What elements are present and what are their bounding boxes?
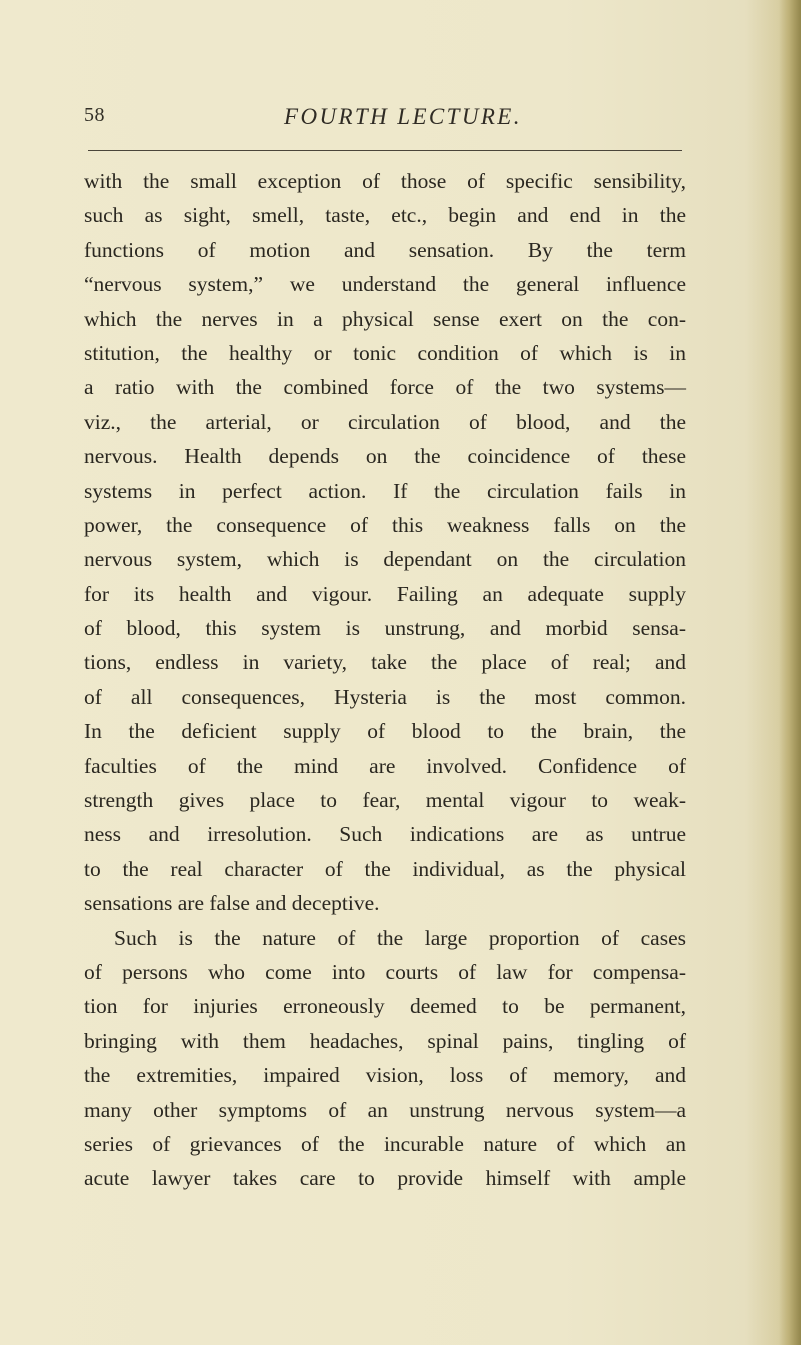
text-line: many other symptoms of an unstrung nervous system—a (84, 1097, 686, 1122)
text-line: tion for injuries erroneously deemed to be permanent, (84, 994, 686, 1019)
text-line: strength gives place to fear, mental vigour to weak- (84, 788, 686, 813)
text-line: power, the consequence of this weakness falls on the (84, 512, 686, 537)
text-line: for its health and vigour. Failing an adequate supply (84, 581, 686, 606)
text-line: functions of motion and sensation. By the term (84, 237, 686, 262)
text-line: faculties of the mind are involved. Confidence of (84, 753, 686, 778)
paragraph-first-line: Such is the nature of the large proportion of cases (114, 925, 686, 950)
lecture-title: FOURTH LECTURE. (284, 104, 522, 129)
body-text (84, 164, 686, 1196)
text-line: bringing with them headaches, spinal pains, tingling of (84, 1028, 686, 1053)
text-line: viz., the arterial, or circulation of blood, and the (84, 409, 686, 434)
text-line: In the deficient supply of blood to the brain, the (84, 719, 686, 744)
text-line: with the small exception of those of specific sensibility, (84, 169, 686, 193)
running-head (84, 104, 694, 138)
text-line: such as sight, smell, taste, etc., begin and end in the (84, 203, 686, 228)
text-line: a ratio with the combined force of the two systems— (84, 375, 686, 400)
text-line: the extremities, impaired vision, loss of memory, and (84, 1063, 686, 1088)
paragraph-end-line: sensations are false and deceptive. (84, 891, 380, 916)
text-line: series of grievances of the incurable nature of which an (84, 1131, 686, 1156)
page-number: 58 (84, 104, 105, 126)
text-line: of all consequences, Hysteria is the most common. (84, 684, 686, 709)
header-rule (88, 150, 682, 151)
text-line: stitution, the healthy or tonic condition of which is in (84, 340, 686, 365)
text-line: systems in perfect action. If the circulation fails in (84, 478, 686, 503)
text-line: nervous system, which is dependant on the circulation (84, 547, 686, 572)
text-line: of blood, this system is unstrung, and morbid sensa- (84, 616, 686, 641)
text-line: tions, endless in variety, take the place of real; and (84, 650, 686, 675)
text-line: to the real character of the individual, as the physical (84, 856, 686, 881)
text-line: which the nerves in a physical sense exert on the con- (84, 306, 686, 331)
text-line: of persons who come into courts of law for compensa- (84, 959, 686, 984)
text-line: acute lawyer takes care to provide himself with ample (84, 1166, 686, 1191)
text-line: “nervous system,” we understand the general influence (84, 272, 686, 297)
page-edge-shadow (779, 0, 801, 1345)
text-line: ness and irresolution. Such indications are as untrue (84, 822, 686, 847)
text-line: nervous. Health depends on the coincidence of these (84, 444, 686, 469)
